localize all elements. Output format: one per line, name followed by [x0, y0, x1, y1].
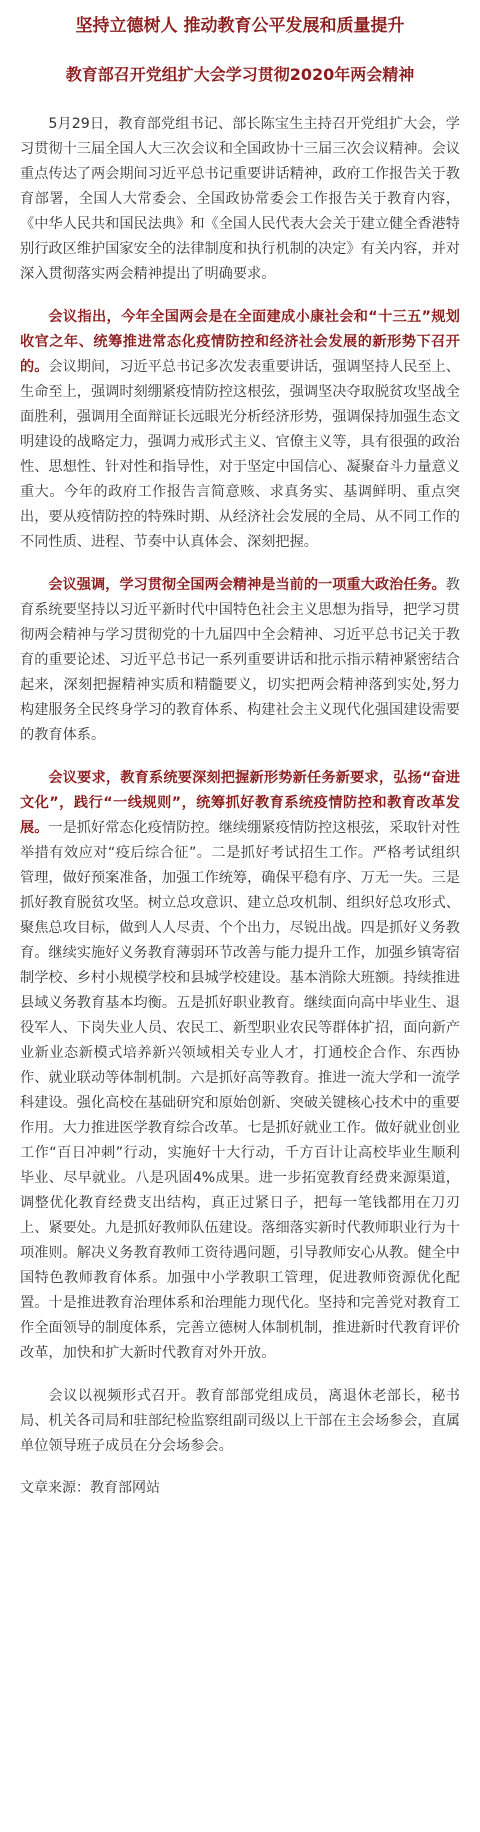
paragraph-2-body: 会议期间，习近平总书记多次发表重要讲话，强调坚持人民至上、生命至上，强调时刻绷紧疫情防控这根弦，强调坚决夺取脱贫攻坚战全面胜利，强调用全面辩证长远眼光分析经济形势，强调保持加强生态文明建设的战略定力，强调力戒形式主义、官僚主义等，具有很强的政治性、思想性、针对性和指导性，对于坚定中国信心、凝聚奋斗力量意义重大。今年的政府工作报告言简意赅、求真务实、基调鲜明、重点突出，要从疫情防控的特殊时期、从经济社会发展的全局、从不同工作的不同性质、进程、节奏中认真体会、深刻把握。	[20, 359, 460, 550]
paragraph-3-lead: 会议强调，学习贯彻全国两会精神是当前的一项重大政治任务。	[48, 577, 446, 593]
article-subtitle: 教育部召开党组扩大会学习贯彻2020年两会精神	[65, 65, 415, 84]
paragraph-4	[20, 766, 460, 1366]
paragraph-3-body: 教育系统要坚持以习近平新时代中国特色社会主义思想为指导，把学习贯彻两会精神与学习贯彻党的十九届四中全会精神、习近平总书记关于教育的重要论述、习近平总书记一系列重要讲话和批示指示精神紧密结合起来，深刻把握精神实质和精髓要义，切实把两会精神落到实处,努力构建服务全民终身学习的教育体系、构建社会主义现代化强国建设需要的教育体系。	[20, 577, 460, 743]
paragraph-2-lead: 会议指出，今年全国两会是在全面建成小康社会和“十三五”规划收官之年、统筹推进常态化疫情防控和经济社会发展的新形势下召开的。	[20, 309, 460, 375]
paragraph-4-body: 一是抓好常态化疫情防控。继续绷紧疫情防控这根弦，采取针对性举措有效应对“疫后综合征”。二是抓好考试招生工作。严格考试组织管理，做好预案准备，加强工作统筹，确保平稳有序、万无一失。三是抓好教育脱贫攻坚。树立总攻意识、建立总攻机制、组织好总攻形式、聚焦总攻目标，做到人人尽责、个个出力，尽锐出战。四是抓好义务教育。继续实施好义务教育薄弱环节改善与能力提升工作，加强乡镇寄宿制学校、乡村小规模学校和县城学校建设。基本消除大班额。持续推进县域义务教育基本均衡。五是抓好职业教育。继续面向高中毕业生、退役军人、下岗失业人员、农民工、新型职业农民等群体扩招，面向新产业新业态新模式培养新兴领域相关专业人才，打通校企合作、东西协作、就业联动等体制机制。六是抓好高等教育。推进一流大学和一流学科建设。强化高校在基础研究和原始创新、突破关键核心技术中的重要作用。大力推进医学教育综合改革。七是抓好就业工作。做好就业创业工作“百日冲刺”行动，实施好十大行动，千方百计让高校毕业生顺利毕业、尽早就业。八是巩固4%成果。进一步拓宽教育经费来源渠道，调整优化教育经费支出结构，真正过紧日子，把每一笔钱都用在刀刃上、紧要处。九是抓好教师队伍建设。落细落实新时代教师职业行为十项准则。解决义务教育教师工资待遇问题，引导教师安心从教。健全中国特色教师教育体系。加强中小学教职工管理，促进教师资源优化配置。十是推进教育治理体系和治理能力现代化。坚持和完善党对教育工作全面领导的制度体系，完善立德树人体制机制，推进新时代教育评价改革，加快和扩大新时代教育对外开放。	[20, 820, 460, 1361]
paragraph-3	[20, 573, 460, 748]
article-source: 文章来源：教育部网站	[20, 1480, 160, 1496]
paragraph-2	[20, 305, 460, 555]
paragraph-5	[20, 1384, 460, 1459]
paragraph-5-body: 会议以视频形式召开。教育部部党组成员，离退休老部长，秘书局、机关各司局和驻部纪检监察组副司级以上干部在主会场参会，直属单位领导班子成员在分会场参会。	[20, 1388, 460, 1454]
paragraph-1-body: 5月29日，教育部党组书记、部长陈宝生主持召开党组扩大会，学习贯彻十三届全国人大三次会议和全国政协十三届三次会议精神。会议重点传达了两会期间习近平总书记重要讲话精神，政府工作报告关于教育部署，全国人大常委会、全国政协常委会工作报告关于教育内容，《中华人民共和国民法典》和《全国人民代表大会关于建立健全香港特别行政区维护国家安全的法律制度和执行机制的决定》有关内容，并对深入贯彻落实两会精神提出了明确要求。	[20, 116, 460, 282]
paragraph-4-lead: 会议要求，教育系统要深刻把握新形势新任务新要求，弘扬“奋进文化”，践行“一线规则”，统筹抓好教育系统疫情防控和教育改革发展。	[20, 770, 460, 836]
article-title: 坚持立德树人 推动教育公平发展和质量提升	[75, 16, 405, 36]
paragraph-1	[20, 112, 460, 287]
